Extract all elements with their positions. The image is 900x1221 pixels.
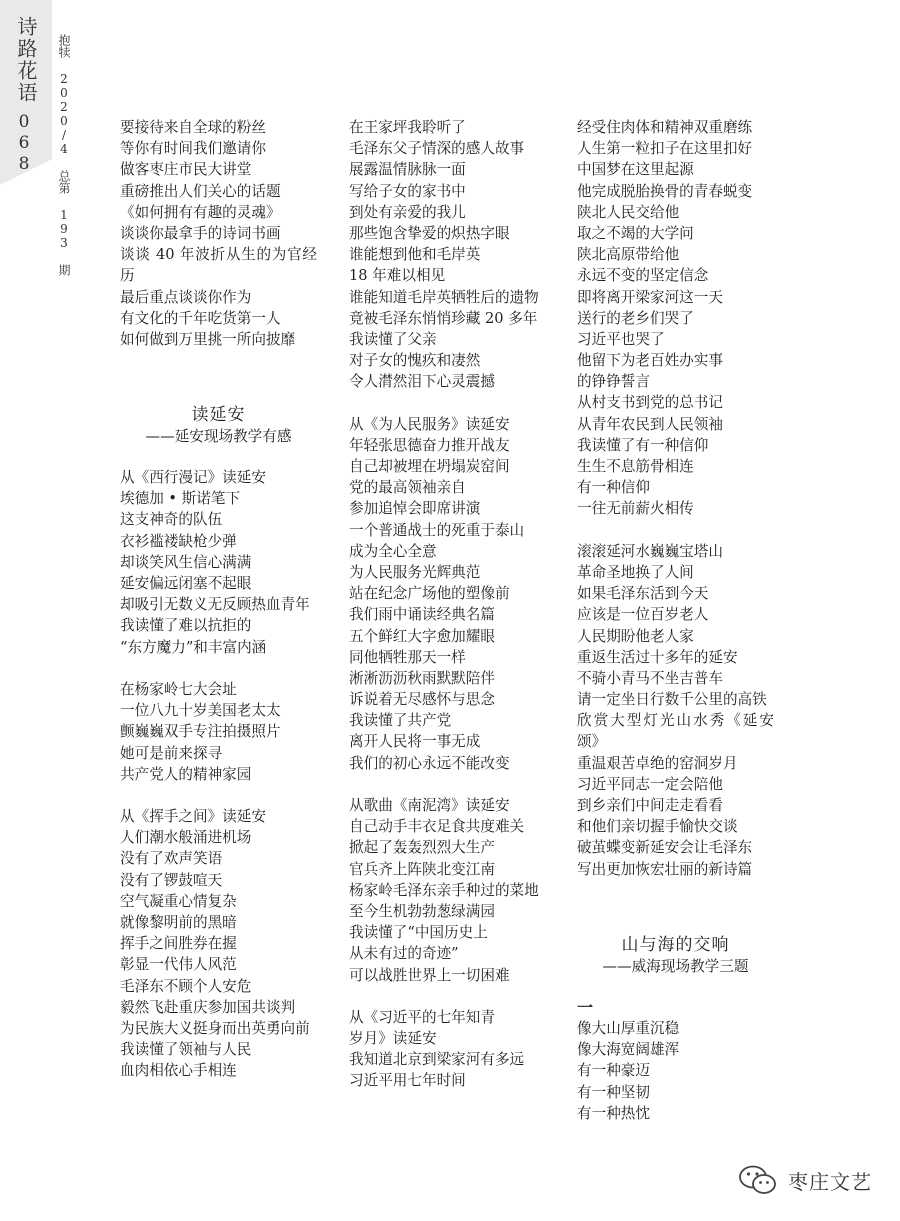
- poem-line: 党的最高领袖亲自: [349, 479, 466, 497]
- poem-line: 埃德加 • 斯诺笔下: [120, 490, 241, 508]
- poem-line: 她可是前来探寻: [120, 744, 223, 762]
- poem-line: 如果毛泽东活到今天: [577, 585, 709, 603]
- poem-line: 最后重点谈谈你作为: [120, 288, 252, 306]
- poem-line: 应该是一位百岁老人: [577, 606, 709, 624]
- poem-line: 我读懂了领袖与人民: [120, 1041, 252, 1059]
- poem-line: 我读懂了难以抗拒的: [120, 617, 252, 635]
- poem-subtitle: ——威海现场教学三题: [602, 957, 749, 975]
- text-column-1: [120, 117, 317, 1082]
- stanza-break: [577, 520, 774, 541]
- poem-subtitle: ——延安现场教学有感: [145, 428, 292, 446]
- poem-line: 有一种信仰: [577, 479, 650, 497]
- poem-line: 我读懂了父亲: [349, 330, 437, 348]
- poem-line: 和他们亲切握手愉快交谈: [577, 818, 738, 836]
- poem-line: 如何做到万里挑一所向披靡: [120, 330, 296, 348]
- poem-line: 习近平用七年时间: [349, 1072, 466, 1090]
- poem-line: 这支神奇的队伍: [120, 511, 223, 529]
- poem-line: 经受住肉体和精神双重磨练: [577, 119, 753, 136]
- poem-line: 自己却被埋在坍塌炭窑间: [349, 458, 510, 476]
- section-number: 一: [577, 997, 594, 1017]
- poem-line: 做客枣庄市民大讲堂: [120, 161, 252, 179]
- poem-line: 衣衫褴褛缺枪少弹: [120, 532, 237, 550]
- poem-line: 陕北人民交给他: [577, 203, 680, 221]
- poem-line: 从《西行漫记》读延安: [120, 469, 266, 487]
- poem-line: 谈谈 40 年波折从生的为官经历: [120, 246, 317, 285]
- poem-line: 竟被毛泽东悄悄珍藏 20 多年: [349, 309, 538, 327]
- poem-line: 送行的老乡们哭了: [577, 309, 694, 327]
- stanza-break: [349, 986, 546, 1007]
- poem-line: 生生不息筋骨相连: [577, 458, 694, 475]
- poem-line: 成为全心全意: [349, 542, 437, 560]
- poem-line: 到处有亲爱的我儿: [349, 203, 466, 221]
- poem-line: 毛泽东父子情深的感人故事: [349, 140, 525, 158]
- watermark: [738, 1164, 872, 1196]
- page-number: 068: [14, 112, 34, 175]
- poem-line: 我知道北京到梁家河有多远: [349, 1051, 525, 1069]
- poem-line: 至今生机勃勃葱绿满园: [349, 902, 495, 920]
- poem-line: 从青年农民到人民领袖: [577, 415, 723, 433]
- poem-line: 重返生活过十多年的延安: [577, 648, 738, 666]
- poem-line: 同他牺牲那天一样: [349, 648, 466, 666]
- poem-line: 18 年难以相见: [349, 267, 446, 285]
- text-column-3: [577, 117, 774, 1124]
- text-column-2: [349, 117, 546, 1092]
- poem-line: 到乡亲们中间走走看看: [577, 797, 723, 815]
- poem-line: 毅然飞赴重庆参加国共谈判: [120, 998, 296, 1016]
- poem-line: 谁能想到他和毛岸英: [349, 246, 481, 264]
- poem-line: 要接待来自全球的粉丝: [120, 119, 266, 136]
- poem-line: 一往无前薪火相传: [577, 500, 694, 518]
- poem-line: 重温艰苦卓绝的窑洞岁月: [577, 754, 738, 772]
- poem-line: 陕北高原带给他: [577, 246, 680, 264]
- poem-line: 习近平也哭了: [577, 330, 665, 348]
- poem-line: 共产党人的精神家园: [120, 765, 252, 783]
- poem-line: 有文化的千年吃货第一人: [120, 309, 281, 327]
- poem-line: 年轻张思德奋力推开战友: [349, 436, 510, 454]
- poem-line: 杨家岭毛泽东亲手种过的菜地: [349, 881, 539, 899]
- poem-line: 写出更加恢宏壮丽的新诗篇: [577, 860, 753, 878]
- poem-line: 谈谈你最拿手的诗词书画: [120, 224, 281, 242]
- poem-line: 欣赏大型灯光山水秀《延安颂》: [577, 712, 774, 751]
- poem-line: 取之不竭的大学问: [577, 224, 694, 242]
- poem-line: 从《为人民服务》读延安: [349, 415, 510, 433]
- stanza-break: [120, 785, 317, 806]
- poem-line: 他完成脱胎换骨的青春蜕变: [577, 182, 753, 200]
- poem-line: 颤巍巍双手专注拍摄照片: [120, 723, 281, 741]
- poem-title: 读延安: [191, 405, 246, 426]
- poem-line: 离开人民将一事无成: [349, 733, 481, 751]
- poem-line: 不骑小青马不坐吉普车: [577, 669, 723, 687]
- poem-line: 展露温情脉脉一面: [349, 161, 466, 179]
- poem-line: 就像黎明前的黑暗: [120, 914, 237, 932]
- wechat-icon: [738, 1164, 778, 1196]
- poem-line: 没有了锣鼓喧天: [120, 871, 223, 889]
- issue-info: 抱犊 2020/4 总第 193 期: [57, 34, 71, 276]
- poem-line: 毛泽东不顾个人安危: [120, 977, 252, 995]
- poem-line: 《如何拥有有趣的灵魂》: [120, 203, 281, 221]
- watermark-text: 枣庄文艺: [788, 1169, 872, 1194]
- poem-line: 革命圣地换了人间: [577, 563, 694, 581]
- poem-line: 掀起了轰轰烈烈大生产: [349, 839, 495, 857]
- poem-line: 等你有时间我们邀请你: [120, 140, 266, 158]
- poem-line: 那些饱含挚爱的炽热字眼: [349, 224, 510, 242]
- poem-line: 谁能知道毛岸英牺牲后的遗物: [349, 288, 539, 306]
- poem-line: 我读懂了有一种信仰: [577, 436, 709, 454]
- poem-line: 请一定坐日行数千公里的高铁: [577, 691, 767, 709]
- poem-line: 从歌曲《南泥湾》读延安: [349, 797, 510, 815]
- poem-line: 习近平同志一定会陪他: [577, 775, 723, 793]
- poem-line: 写给子女的家书中: [349, 182, 466, 200]
- stanza-break: [577, 880, 774, 922]
- poem-line: 在杨家岭七大会址: [120, 680, 237, 698]
- poem-line: 血肉相依心手相连: [120, 1062, 237, 1080]
- poem-line: 重磅推出人们关心的话题: [120, 182, 281, 200]
- poem-line: 空气凝重心情复杂: [120, 892, 237, 910]
- poem-line: 参加追悼会即席讲演: [349, 500, 481, 518]
- poem-line: 为人民服务光辉典范: [349, 563, 481, 581]
- stanza-break: [120, 350, 317, 392]
- poem-line: 有一种热忱: [577, 1104, 650, 1122]
- poem-line: “东方魔力”和丰富内涵: [120, 638, 267, 656]
- poem-line: 从村支书到党的总书记: [577, 394, 723, 412]
- poem-line: 我们雨中诵读经典名篇: [349, 606, 495, 624]
- poem-line: 中国梦在这里起源: [577, 161, 694, 179]
- poem-line: 从《习近平的七年知青: [349, 1008, 495, 1026]
- poem-line: 我读懂了“中国历史上: [349, 924, 488, 942]
- poem-line: 人生第一粒扣子在这里扣好: [577, 140, 753, 158]
- poem-line: 岁月》读延安: [349, 1030, 437, 1048]
- stanza-break: [120, 658, 317, 679]
- poem-line: 延安偏远闭塞不起眼: [120, 575, 252, 593]
- stanza-break: [349, 392, 546, 413]
- poem-line: 的铮铮誓言: [577, 373, 650, 391]
- poem-title: 山与海的交响: [621, 934, 730, 955]
- poem-line: 从未有过的奇迹”: [349, 945, 459, 963]
- poem-line: 一个普通战士的死重于泰山: [349, 521, 525, 539]
- poem-line: 破茧蝶变新延安会让毛泽东: [577, 839, 753, 857]
- poem-line: 在王家坪我聆听了: [349, 119, 466, 136]
- poem-line: 从《挥手之间》读延安: [120, 808, 266, 826]
- poem-line: 可以战胜世界上一切困难: [349, 966, 510, 984]
- poem-line: 为民族大义挺身而出英勇向前: [120, 1019, 310, 1037]
- poem-line: 有一种坚韧: [577, 1083, 650, 1101]
- poem-line: 自己动手丰衣足食共度难关: [349, 818, 525, 836]
- poem-line: 站在纪念广场他的塑像前: [349, 585, 510, 603]
- poem-line: 彰显一代伟人风范: [120, 956, 237, 974]
- poem-line: 即将离开梁家河这一天: [577, 288, 723, 306]
- stanza-break: [349, 774, 546, 795]
- poem-line: 五个鲜红大字愈加耀眼: [349, 627, 495, 645]
- poem-line: 没有了欢声笑语: [120, 850, 223, 868]
- poem-line: 我们的初心永远不能改变: [349, 754, 510, 772]
- poem-line: 人民期盼他老人家: [577, 627, 694, 645]
- poem-line: 官兵齐上阵陕北变江南: [349, 860, 495, 878]
- poem-line: 却吸引无数义无反顾热血青年: [120, 596, 310, 614]
- poem-line: 一位八九十岁美国老太太: [120, 702, 281, 720]
- poem-line: 像大山厚重沉稳: [577, 1020, 680, 1037]
- poem-line: 像大海宽阔雄浑: [577, 1041, 680, 1059]
- poem-line: 滚滚延河水巍巍宝塔山: [577, 542, 723, 560]
- poem-line: 诉说着无尽感怀与思念: [349, 691, 495, 709]
- poem-line: 我读懂了共产党: [349, 712, 452, 730]
- poem-line: 淅淅沥沥秋雨默默陪伴: [349, 669, 495, 687]
- poem-line: 他留下为老百姓办实事: [577, 352, 723, 370]
- poem-line: 令人潸然泪下心灵震撼: [349, 373, 495, 391]
- section-title: 诗路花语: [14, 16, 38, 104]
- poem-line: 却谈笑风生信心满满: [120, 553, 252, 571]
- poem-line: 对子女的愧疚和凄然: [349, 352, 481, 370]
- poem-line: 挥手之间胜券在握: [120, 935, 237, 953]
- poem-line: 人们潮水般涌进机场: [120, 829, 252, 847]
- poem-line: 有一种豪迈: [577, 1062, 650, 1080]
- poem-line: 永远不变的坚定信念: [577, 267, 709, 285]
